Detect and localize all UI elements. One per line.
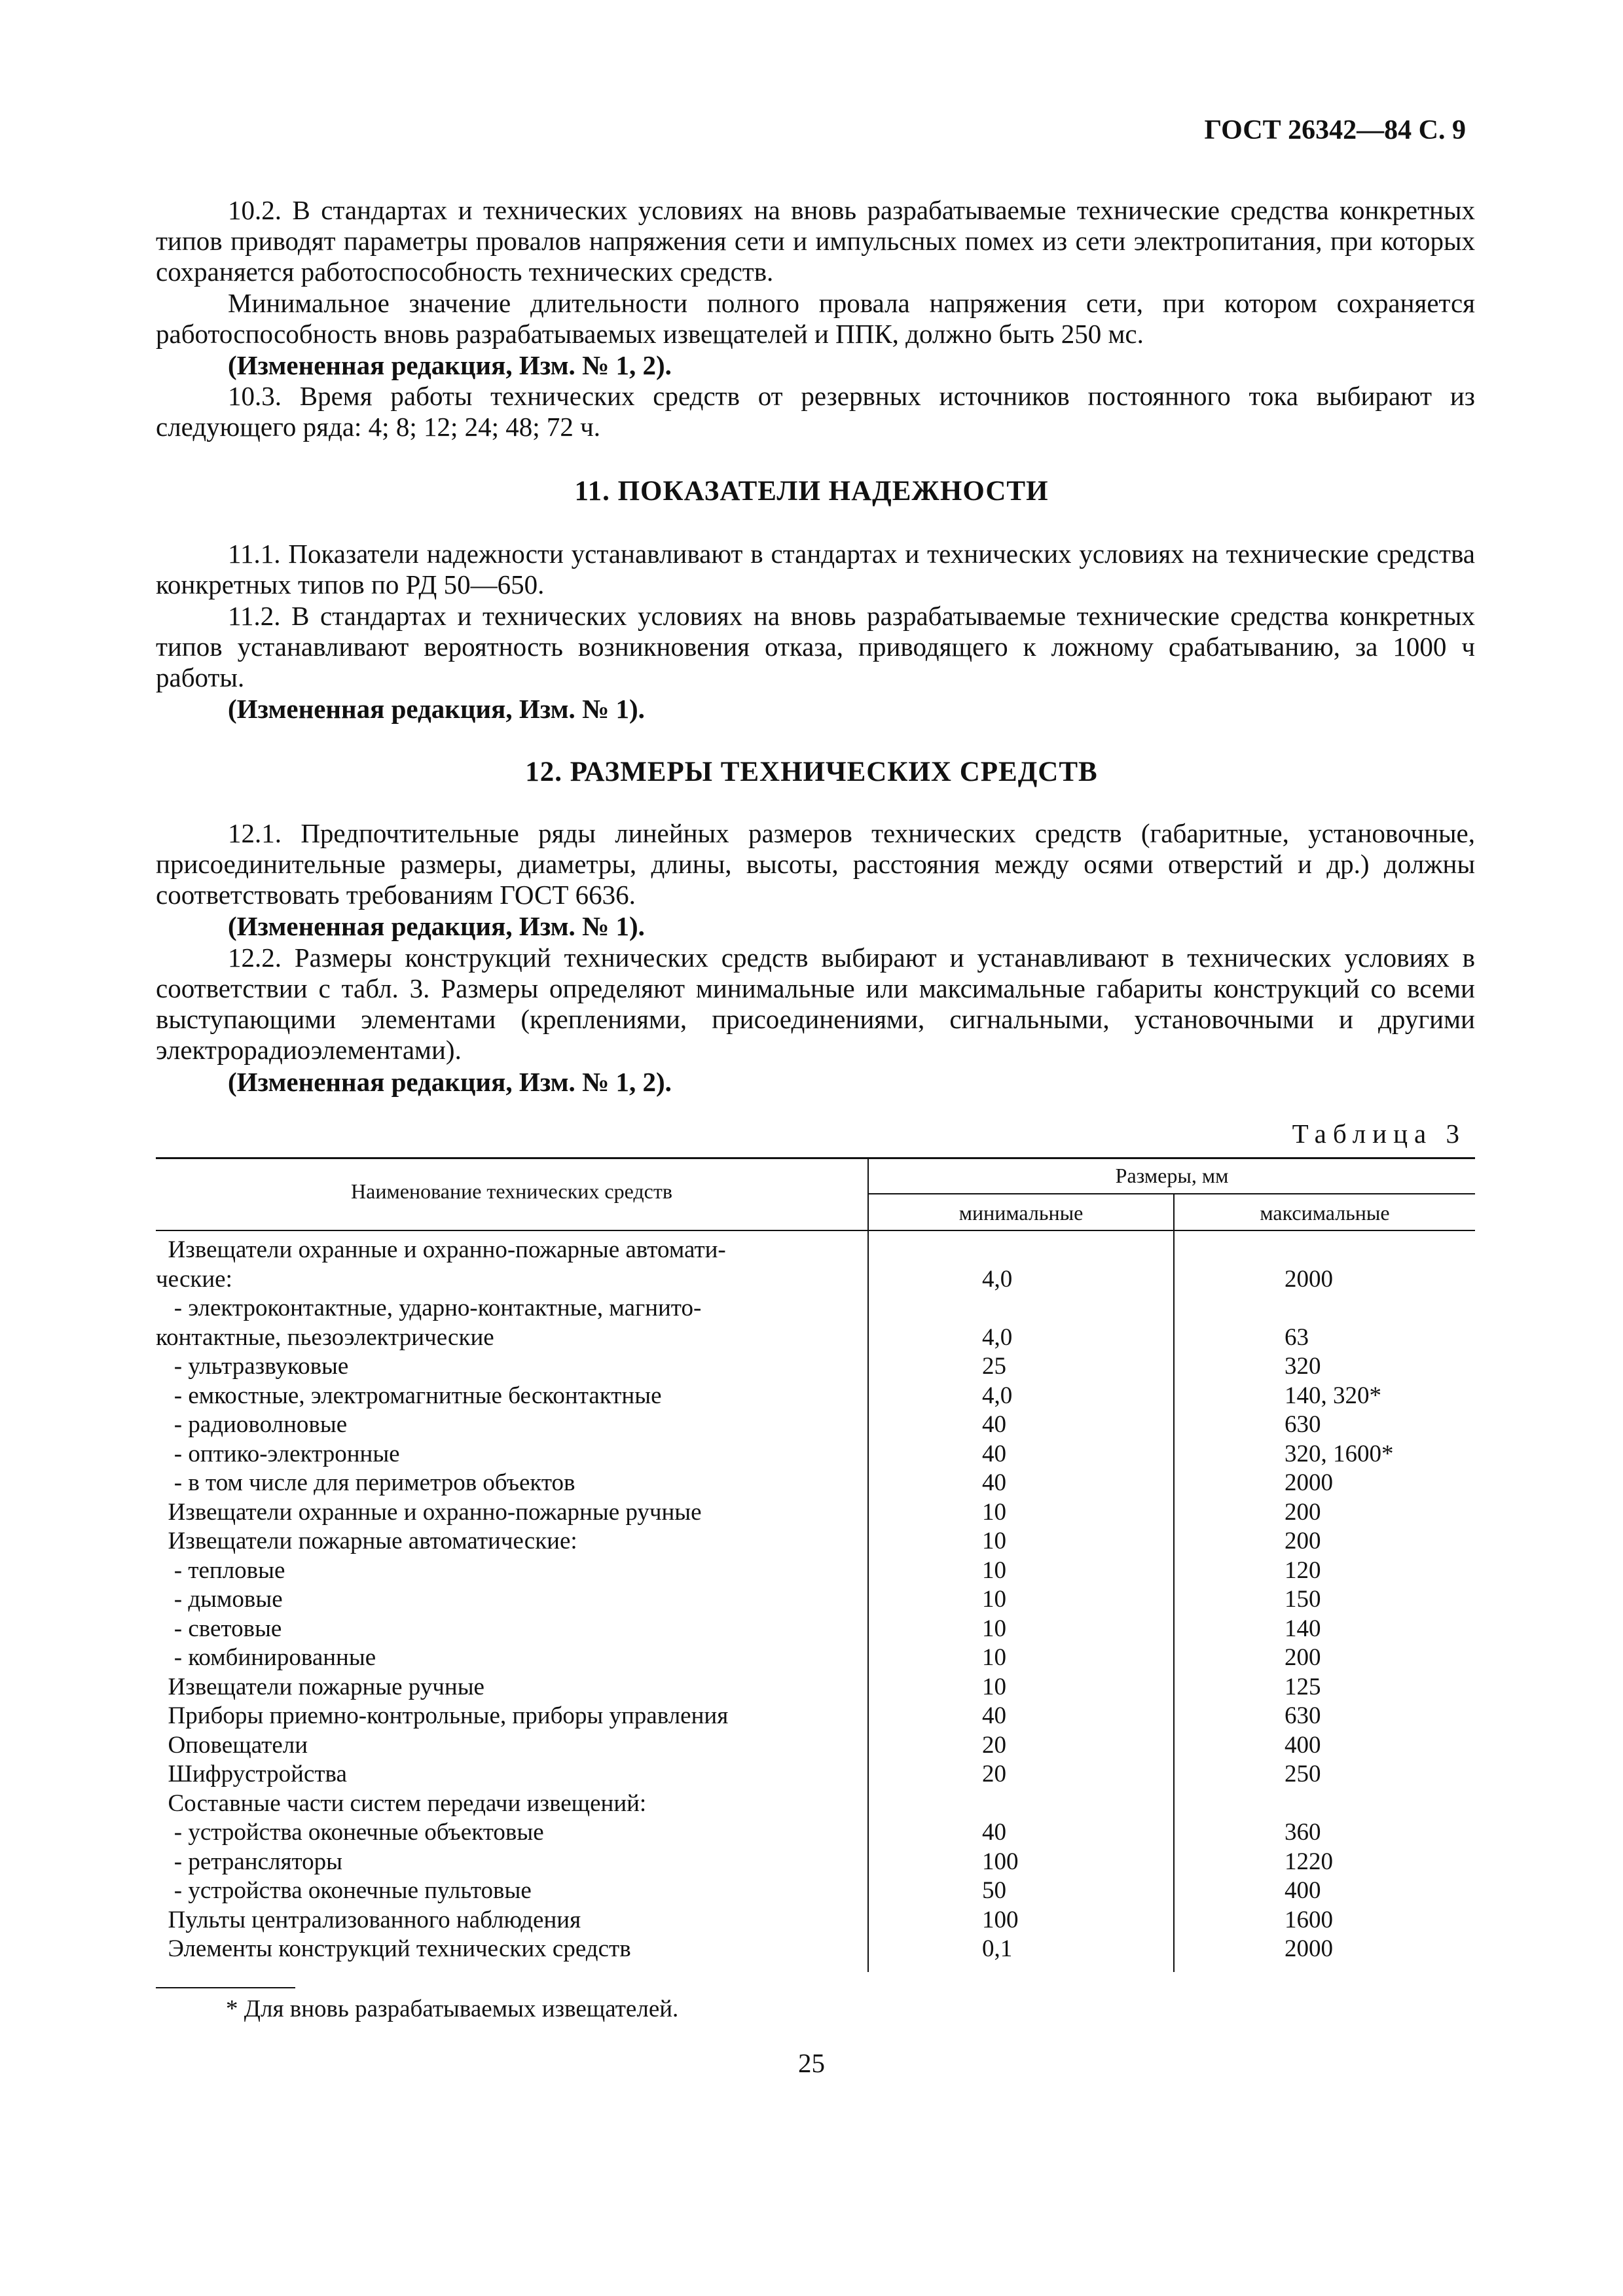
table-cell-name: Составные части систем передачи извещений: (156, 1789, 647, 1817)
table-cell-name: - электроконтактные, ударно-контактные, магнито- (156, 1295, 702, 1321)
table-cell-name: Приборы приемно-контрольные, приборы управления (156, 1702, 729, 1729)
table-cell-max: 150 (1285, 1586, 1321, 1613)
table-cell-name: Извещатели пожарные автоматические: (156, 1528, 577, 1554)
paragraph-10-3: 10.3. Время работы технических средств от резервных источников постоянного тока выбирают из следующего ряда: 4; 8; 12; 24; 48; 72 ч. (156, 381, 1475, 442)
table-cell-min: 10 (982, 1615, 1006, 1642)
table-cell-name: - устройства оконечные пультовые (156, 1877, 532, 1904)
table-cell-name: - световые (156, 1615, 282, 1642)
table-cell-min: 20 (982, 1731, 1006, 1759)
table-cell-max: 630 (1285, 1411, 1321, 1438)
table-cell-name: Шифрустройства (156, 1761, 347, 1787)
section-title-12: 12. РАЗМЕРЫ ТЕХНИЧЕСКИХ СРЕДСТВ (525, 757, 1098, 787)
column-header-min: минимальные (958, 1201, 1084, 1225)
table-cell-min: 4,0 (982, 1382, 1013, 1409)
footnote: * Для вновь разрабатываемых извещателей. (226, 1996, 679, 2022)
table-cell-max: 125 (1285, 1673, 1321, 1700)
table-cell-max: 630 (1285, 1702, 1321, 1729)
table-cell-min: 10 (982, 1498, 1006, 1526)
table-cell-max: 200 (1285, 1498, 1321, 1526)
column-header-name: Наименование технических средств (351, 1179, 672, 1203)
table-cell-min: 4,0 (982, 1323, 1013, 1351)
table-cell-name: - ретрансляторы (156, 1848, 343, 1875)
table-subheader-rule (868, 1193, 1475, 1194)
table-cell-name: ческие: (156, 1265, 232, 1293)
table-cell-min: 0,1 (982, 1935, 1013, 1962)
table-cell-min: 10 (982, 1586, 1006, 1613)
table-cell-name: Извещатели охранные и охранно-пожарные автомати- (156, 1236, 726, 1263)
table-cell-max: 1220 (1285, 1848, 1333, 1875)
table-cell-min: 40 (982, 1411, 1006, 1438)
table-cell-min: 20 (982, 1761, 1006, 1787)
table-cell-min: 40 (982, 1440, 1006, 1467)
table-column-divider (1173, 1193, 1175, 1972)
table-cell-name: Пульты централизованного наблюдения (156, 1906, 581, 1933)
table-cell-min: 10 (982, 1644, 1006, 1671)
amendment-note: (Измененная редакция, Изм. № 1, 2). (228, 350, 672, 380)
table-cell-max: 2000 (1285, 1935, 1333, 1962)
document-header: ГОСТ 26342—84 С. 9 (1204, 115, 1466, 145)
paragraph-12-1: 12.1. Предпочтительные ряды линейных размеров технических средств (габаритные, установочные, присоединительные размеры, диаметры, длины, высоты, расстояния между осями отверстий и др.) должны соответствовать требованиям ГОСТ 6636. (156, 818, 1475, 910)
table-cell-name: Элементы конструкций технических средств (156, 1935, 631, 1962)
table-cell-max: 120 (1285, 1556, 1321, 1584)
table-cell-min: 10 (982, 1528, 1006, 1554)
table-cell-max: 200 (1285, 1528, 1321, 1554)
table-header-bottom-rule (156, 1230, 1475, 1231)
section-title-11: 11. ПОКАЗАТЕЛИ НАДЕЖНОСТИ (574, 476, 1049, 507)
table-cell-max: 140, 320* (1285, 1382, 1381, 1409)
table-cell-name: - емкостные, электромагнитные бесконтактные (156, 1382, 662, 1409)
table-cell-name: - тепловые (156, 1556, 285, 1584)
table-cell-max: 1600 (1285, 1906, 1333, 1933)
table-cell-name: - в том числе для периметров объектов (156, 1469, 575, 1496)
table-cell-name: контактные, пьезоэлектрические (156, 1323, 494, 1351)
table-cell-name: - оптико-электронные (156, 1440, 400, 1467)
amendment-note: (Измененная редакция, Изм. № 1, 2). (228, 1067, 672, 1097)
table-cell-name: Извещатели охранные и охранно-пожарные ручные (156, 1498, 702, 1526)
footnote-rule (156, 1987, 295, 1988)
table-cell-max: 63 (1285, 1323, 1309, 1351)
table-cell-name: - дымовые (156, 1586, 283, 1613)
table-cell-max: 360 (1285, 1819, 1321, 1846)
table-cell-name: - комбинированные (156, 1644, 376, 1671)
table-cell-min: 10 (982, 1556, 1006, 1584)
table-cell-max: 2000 (1285, 1469, 1333, 1496)
amendment-note: (Измененная редакция, Изм. № 1). (228, 911, 645, 941)
table-cell-name: Извещатели пожарные ручные (156, 1673, 484, 1700)
table-cell-max: 140 (1285, 1615, 1321, 1642)
table-cell-name: Оповещатели (156, 1731, 308, 1759)
table-cell-min: 4,0 (982, 1265, 1013, 1293)
paragraph-11-2: 11.2. В стандартах и технических условиях на вновь разрабатываемые технические средства конкретных типов устанавливают вероятность возникновения отказа, приводящего к ложному срабатыванию, за 1000 ч работы. (156, 601, 1475, 692)
table-top-rule (156, 1157, 1475, 1159)
column-header-max: максимальные (1260, 1201, 1390, 1225)
column-header-sizes: Размеры, мм (1115, 1164, 1229, 1187)
table-cell-max: 2000 (1285, 1265, 1333, 1293)
table-cell-min: 100 (982, 1906, 1019, 1933)
paragraph-10-2: 10.2. В стандартах и технических условиях на вновь разрабатываемые технические средства конкретных типов приводят параметры провалов напряжения сети и импульсных помех из сети электропитания, при которых сохраняется работоспособность технических средств. (156, 195, 1475, 287)
table-cell-max: 200 (1285, 1644, 1321, 1671)
table-cell-min: 10 (982, 1673, 1006, 1700)
table-cell-name: - ультразвуковые (156, 1353, 349, 1380)
table-cell-min: 25 (982, 1353, 1006, 1380)
amendment-note: (Измененная редакция, Изм. № 1). (228, 694, 645, 724)
paragraph-11-1: 11.1. Показатели надежности устанавливают в стандартах и технических условиях на технические средства конкретных типов по РД 50—650. (156, 539, 1475, 600)
page-number: 25 (798, 2048, 825, 2078)
table-column-divider (867, 1157, 869, 1972)
table-cell-name: - радиоволновые (156, 1411, 348, 1438)
table-cell-max: 250 (1285, 1761, 1321, 1787)
table-cell-min: 40 (982, 1819, 1006, 1846)
paragraph-10-2-min: Минимальное значение длительности полного провала напряжения сети, при котором сохраняется работоспособность вновь разрабатываемых извещателей и ППК, должно быть 250 мс. (156, 288, 1475, 349)
table-cell-min: 100 (982, 1848, 1019, 1875)
table-cell-max: 400 (1285, 1731, 1321, 1759)
table-caption: Таблица 3 (1292, 1119, 1466, 1149)
table-cell-min: 50 (982, 1877, 1006, 1904)
table-cell-min: 40 (982, 1469, 1006, 1496)
table-cell-max: 400 (1285, 1877, 1321, 1904)
table-cell-min: 40 (982, 1702, 1006, 1729)
table-cell-name: - устройства оконечные объектовые (156, 1819, 544, 1846)
paragraph-12-2: 12.2. Размеры конструкций технических средств выбирают и устанавливают в технических условиях в соответствии с табл. 3. Размеры определяют минимальные или максимальные габариты конструкций со всеми выступающими элементами (креплениями, присоединениями, сигнальными, установочными и другими электрорадиоэлементами). (156, 942, 1475, 1065)
table-cell-max: 320, 1600* (1285, 1440, 1394, 1467)
table-cell-max: 320 (1285, 1353, 1321, 1380)
